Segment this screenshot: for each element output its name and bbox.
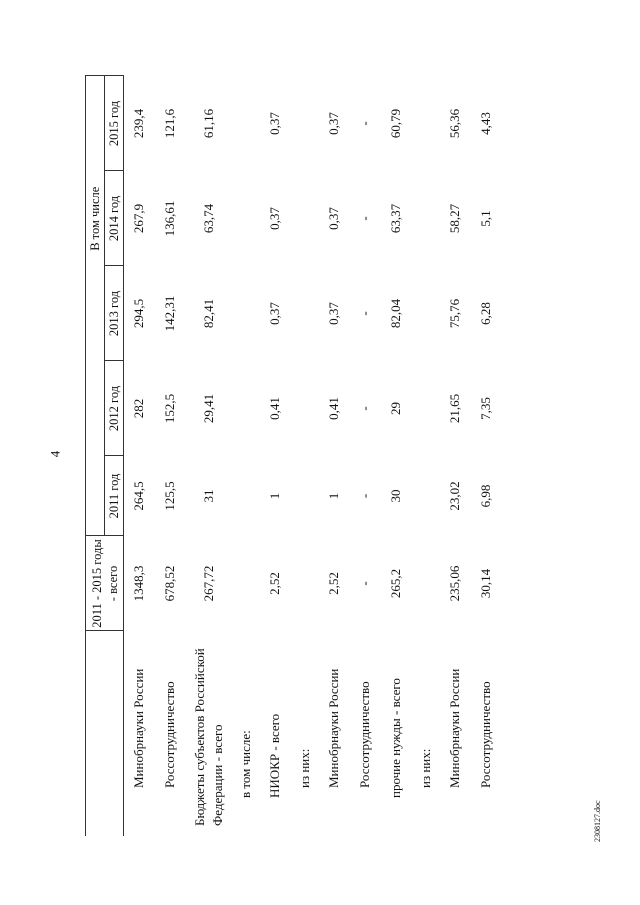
cell-total: 265,2: [388, 568, 403, 599]
cell-year: 152,5: [162, 393, 177, 424]
row-label: Минобрнауки России: [447, 668, 462, 788]
cell-year: 136,61: [162, 200, 177, 237]
table-row: [319, 76, 350, 836]
cell-year: 56,36: [447, 108, 462, 139]
cell-year: [232, 76, 260, 171]
cell-year: 82,41: [200, 298, 216, 329]
row-label: в том числе:: [237, 730, 253, 798]
budget-table: [85, 75, 502, 836]
cell-year: 0,37: [326, 302, 341, 325]
table-row: [232, 76, 260, 836]
cell-year: 61,16: [200, 108, 216, 139]
cell-year: -: [357, 493, 372, 499]
cell-year: 121,6: [162, 108, 177, 139]
cell-year: 82,04: [388, 298, 403, 329]
row-label: Бюджеты субъектов Российской Федерации - всего: [191, 648, 225, 826]
row-label: Минобрнауки России: [131, 668, 147, 788]
header-subgroup: В том числе: [86, 76, 105, 361]
cell-year: 239,4: [131, 108, 147, 139]
row-label: НИОКР - всего: [267, 713, 282, 798]
row-label: Минобрнауки России: [326, 668, 341, 788]
cell-year: 4,43: [478, 112, 493, 135]
cell-total: [232, 536, 260, 631]
table-row: [412, 76, 440, 836]
cell-year: 30: [388, 489, 403, 503]
table-row: [381, 76, 412, 836]
header-blank-3: [86, 361, 105, 456]
cell-year: 0,37: [267, 112, 282, 135]
cell-year: 294,5: [131, 298, 147, 329]
page-number: 4: [47, 450, 63, 458]
cell-total: [291, 536, 319, 631]
cell-year: -: [357, 121, 372, 126]
header-year-2015: 2015 год: [105, 76, 124, 171]
cell-year: 60,79: [388, 108, 403, 139]
cell-year: 58,27: [447, 203, 462, 234]
cell-year: [412, 266, 440, 361]
table-row: [440, 76, 471, 836]
table-row: [291, 76, 319, 836]
table-row: [350, 76, 381, 836]
cell-year: -: [357, 216, 372, 221]
row-label: прочие нужды - всего: [388, 678, 403, 798]
cell-year: 21,65: [447, 393, 462, 424]
cell-total: 678,52: [162, 565, 177, 602]
cell-year: 63,74: [200, 203, 216, 234]
cell-total: 235,06: [447, 565, 462, 602]
cell-year: 142,31: [162, 295, 177, 332]
cell-year: 0,37: [326, 112, 341, 135]
table-row: [260, 76, 291, 836]
cell-year: [412, 361, 440, 456]
cell-year: 125,5: [162, 481, 177, 511]
cell-year: [291, 361, 319, 456]
cell-year: [412, 76, 440, 171]
table-row: [124, 76, 155, 836]
footer-doc-id: 2308127.doc: [593, 800, 602, 842]
cell-year: -: [357, 311, 372, 316]
row-label: Россотрудничество: [478, 681, 493, 788]
cell-year: 282: [131, 398, 147, 419]
table-row: [155, 76, 186, 836]
cell-year: 75,76: [447, 298, 462, 329]
header-blank-2: [86, 456, 105, 536]
cell-total: 2,52: [267, 572, 282, 595]
cell-year: [232, 266, 260, 361]
cell-year: [412, 171, 440, 266]
cell-total: 267,72: [200, 565, 216, 602]
header-year-2014: 2014 год: [105, 171, 124, 266]
table-row: [186, 76, 232, 836]
row-label: Россотрудничество: [357, 681, 372, 788]
cell-total: 1348,3: [131, 565, 147, 602]
cell-year: [291, 456, 319, 536]
budget-table-rotated: [85, 76, 625, 836]
cell-year: 29: [388, 402, 403, 415]
cell-year: [291, 171, 319, 266]
cell-total: [412, 536, 440, 631]
cell-year: 0,41: [267, 397, 282, 420]
header-year-2013: 2013 год: [105, 266, 124, 361]
cell-year: 23,02: [447, 481, 462, 511]
row-label: из них:: [417, 748, 433, 788]
cell-year: 0,37: [267, 302, 282, 325]
cell-year: 267,9: [131, 203, 147, 234]
row-label: Россотрудничество: [162, 681, 177, 788]
row-label: из них:: [296, 748, 312, 788]
table-row: [471, 76, 502, 836]
cell-year: 6,98: [478, 484, 493, 508]
cell-year: 0,37: [267, 207, 282, 230]
cell-total: 2,52: [326, 572, 341, 595]
header-year-2012: 2012 год: [105, 361, 124, 456]
header-year-2011: 2011 год: [105, 456, 124, 536]
cell-year: [232, 456, 260, 536]
cell-year: [412, 456, 440, 536]
cell-year: [291, 266, 319, 361]
cell-year: 1: [326, 492, 341, 500]
cell-year: 29,41: [200, 393, 216, 424]
cell-year: 7,35: [478, 397, 493, 420]
header-blank: [86, 631, 105, 836]
header-total: 2011 - 2015 годы - всего: [86, 536, 124, 631]
header-blank-r2: [105, 631, 124, 836]
cell-year: [232, 171, 260, 266]
cell-year: [232, 361, 260, 456]
cell-year: 31: [200, 489, 216, 503]
cell-year: 1: [267, 492, 282, 500]
cell-year: 0,37: [326, 207, 341, 230]
cell-total: 30,14: [478, 568, 493, 599]
cell-year: 63,37: [388, 203, 403, 234]
cell-year: 0,41: [326, 397, 341, 420]
cell-year: [291, 76, 319, 171]
cell-year: -: [357, 406, 372, 411]
cell-total: -: [357, 581, 372, 586]
cell-year: 264,5: [131, 481, 147, 511]
cell-year: 6,28: [478, 302, 493, 325]
cell-year: 5,1: [478, 210, 493, 227]
